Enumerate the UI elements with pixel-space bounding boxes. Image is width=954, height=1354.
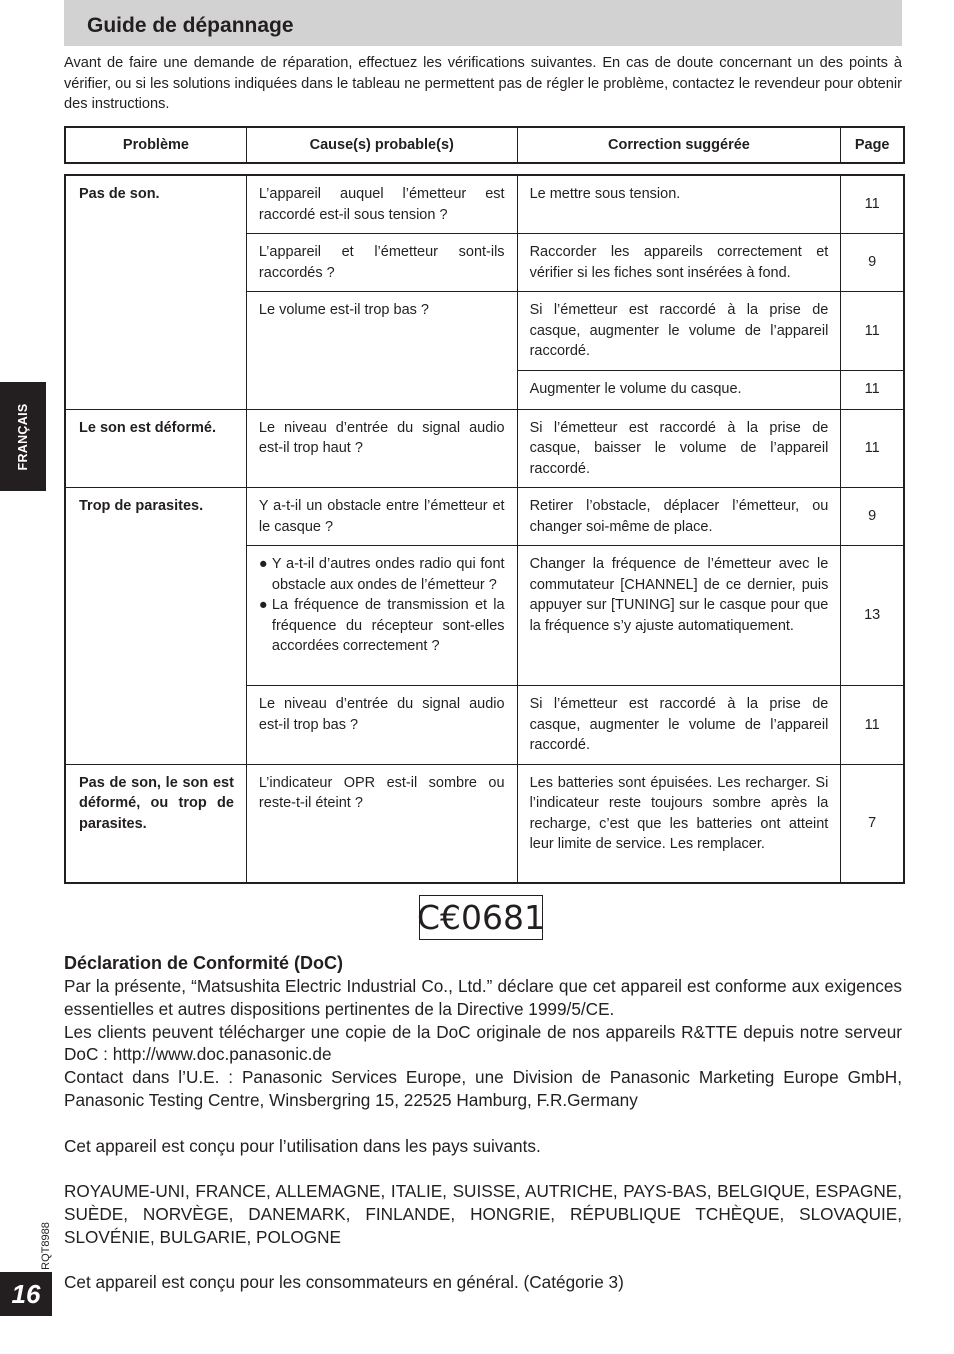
header-page: Page [841, 127, 904, 163]
doc-paragraph: ROYAUME-UNI, FRANCE, ALLEMAGNE, ITALIE, SUISSE, AUTRICHE, PAYS-BAS, BELGIQUE, ESPAGNE, SUÈDE, NORVÈGE, DANEMARK, FINLANDE, HONGRIE, RÉPUBLIQUE TCHÈQUE, SLOVAQUIE, SLOVÉNIE, BULGARIE, POLOGNE [64, 1181, 902, 1247]
language-tab [0, 382, 46, 491]
cause-cell: Le niveau d’entrée du signal audio est-il trop bas ? [246, 686, 517, 765]
page-cell: 11 [841, 370, 904, 409]
list-item: ● La fréquence de transmission et la fréquence du récepteur sont-elles accordées correctement ? [258, 597, 505, 654]
correction-cell: Si l’émetteur est raccordé à la prise de casque, baisser le volume de l’appareil raccordé. [517, 409, 841, 488]
page-cell: 11 [841, 175, 904, 234]
table-row [65, 175, 904, 234]
troubleshooting-table [64, 174, 905, 884]
page-title: Guide de dépannage [87, 14, 294, 37]
problem-cell: Pas de son, le son est déformé, ou trop de parasites. [65, 764, 246, 883]
page-cell: 7 [841, 764, 904, 883]
page-number: 16 [0, 1272, 52, 1316]
header-cause: Cause(s) probable(s) [246, 127, 517, 163]
problem-cell: Pas de son. [65, 175, 246, 409]
table-row [65, 488, 904, 546]
cause-cell: Y a-t-il un obstacle entre l’émetteur et le casque ? [246, 488, 517, 546]
bullet-icon: ● [258, 556, 268, 572]
ce-mark-text: C€0681 [416, 897, 546, 937]
page-cell: 11 [841, 409, 904, 488]
doc-paragraph: Par la présente, “Matsushita Electric Industrial Co., Ltd.” déclare que cet appareil est conforme aux exigences essentielles et autres dispositions pertinentes de la Directive 1999/5/CE. [64, 976, 902, 1019]
list-item: ● Y a-t-il d’autres ondes radio qui font obstacle aux ondes de l’émetteur ? [258, 556, 505, 593]
problem-cell: Le son est déformé. [65, 409, 246, 488]
correction-cell: Les batteries sont épuisées. Les recharger. Si l’indicateur reste toujours sombre après la recharge, c’est que les batteries ont atteint leur limite de service. Les remplacer. [517, 764, 841, 883]
doc-paragraph: Les clients peuvent télécharger une copie de la DoC originale de nos appareils R&TTE depuis notre serveur DoC : http://www.doc.panasonic.de [64, 1021, 902, 1065]
correction-cell: Le mettre sous tension. [517, 175, 841, 234]
problem-cell: Trop de parasites. [65, 488, 246, 765]
doc-body [64, 975, 902, 1294]
language-tab-label: FRANÇAIS [16, 403, 30, 470]
table-row [65, 409, 904, 488]
model-code-label: RQT8988 [40, 1222, 52, 1270]
table-header [64, 126, 905, 164]
correction-cell: Raccorder les appareils correctement et vérifier si les fiches sont insérées à fond. [517, 234, 841, 292]
doc-paragraph: Cet appareil est conçu pour les consommateurs en général. (Catégorie 3) [64, 1272, 624, 1293]
header-correction: Correction suggérée [517, 127, 841, 163]
correction-cell: Si l’émetteur est raccordé à la prise de casque, augmenter le volume de l’appareil raccordé. [517, 686, 841, 765]
doc-paragraph: Cet appareil est conçu pour l’utilisation dans les pays suivants. [64, 1135, 541, 1156]
cause-bullet-list [259, 554, 505, 657]
doc-paragraph: Contact dans l’U.E. : Panasonic Services Europe, une Division de Panasonic Marketing Europe GmbH, Panasonic Testing Centre, Winsbergring 15, 22525 Hamburg, F.R.Germany [64, 1067, 902, 1110]
doc-title: Déclaration de Conformité (DoC) [64, 953, 344, 973]
table-row [65, 764, 904, 883]
cause-cell: L’indicateur OPR est-il sombre ou reste-t-il éteint ? [246, 764, 517, 883]
bullet-icon: ● [258, 597, 268, 613]
intro-text: Avant de faire une demande de réparation, effectuez les vérifications suivantes. En cas de doute concernant un des points à vérifier, ou si les solutions indiquées dans le tableau ne permettent pas de régler le problème, contactez le revendeur pour obtenir des instructions. [64, 55, 902, 112]
cause-cell [246, 546, 517, 686]
page-cell: 11 [841, 686, 904, 765]
page-cell: 11 [841, 292, 904, 371]
correction-cell: Retirer l’obstacle, déplacer l’émetteur, ou changer soi-même de place. [517, 488, 841, 546]
correction-cell: Changer la fréquence de l’émetteur avec le commutateur [CHANNEL] de ce dernier, puis appuyer sur [TUNING] sur le casque pour que la fréquence s’y ajuste automatiquement. [517, 546, 841, 686]
cause-cell: Le niveau d’entrée du signal audio est-il trop haut ? [246, 409, 517, 488]
model-code [28, 1212, 64, 1280]
page-cell: 9 [841, 488, 904, 546]
correction-cell: Si l’émetteur est raccordé à la prise de casque, augmenter le volume de l’appareil raccordé. [517, 292, 841, 371]
page-cell: 13 [841, 546, 904, 686]
page-cell: 9 [841, 234, 904, 292]
correction-cell: Augmenter le volume du casque. [517, 370, 841, 409]
cause-cell: L’appareil et l’émetteur sont-ils raccordés ? [246, 234, 517, 292]
header-problem: Problème [122, 137, 189, 153]
title-bar [64, 0, 902, 46]
ce-mark [416, 895, 546, 940]
cause-cell: Le volume est-il trop bas ? [246, 292, 517, 410]
cause-cell: L’appareil auquel l’émetteur est raccordé est-il sous tension ? [246, 175, 517, 234]
